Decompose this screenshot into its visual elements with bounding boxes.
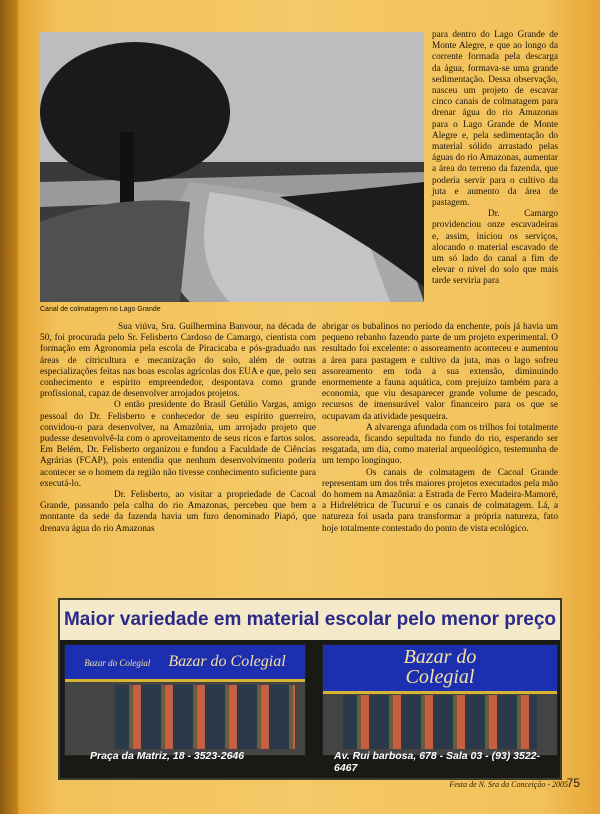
right-column-bottom — [322, 322, 558, 535]
store-sign-2 — [323, 645, 557, 694]
page-spine — [0, 0, 18, 814]
store-window — [115, 685, 295, 749]
store-sign-text: Bazar do Colegial — [168, 653, 286, 670]
paragraph: para dentro do Lago Grande de Monte Alegre, e que ao longo da corrente formada pela descarga da água, formava-se uma grande sedimentação. Dessa observação, nasceu um projeto de escavar cinco canais de colmatagem para drenar água do rio Amazonas para o Lago Grande de Monte Alegre e, pela sedimentação do material sólido arrastado pelas águas do rio Amazonas, aumentar a área do terreno da fazenda, que poderia servir para o cultivo da juta e aumento da área de pastagem. — [432, 30, 558, 209]
paragraph: A alvarenga afundada com os trilhos foi totalmente assoreada, ficando sepultada no fundo do rio, esperando ser resgatada, um dia, como material arqueológico, testemunha de um tempo longínquo. — [322, 422, 558, 467]
store-sign-line-1: Bazar do — [403, 646, 477, 668]
address-1: Praça da Matriz, 18 - 3523-2646 — [90, 750, 245, 762]
paragraph: Os canais de colmatagem de Cacoal Grande representam um dos três maiores projetos executados pela mão do homem na Amazônia: a Estrada de Ferro Madeira-Mamoré, a Hidrelétrica de Tucuruí e os canais de colmatagem. Lá, a natureza foi usada para transformar a própria natureza, fato hoje totalmente contestado do ponto de vista ecológico. — [322, 467, 558, 534]
address-2: Av. Rui barbosa, 678 - Sala 03 - (93) 3522-6467 — [334, 750, 541, 774]
left-column — [40, 322, 316, 535]
storefront-photo-2 — [322, 644, 558, 756]
page-number: 75 — [566, 776, 580, 790]
photo-caption: Canal de colmatagem no Lago Grande — [40, 306, 161, 313]
canal-photo — [40, 32, 424, 302]
advertisement — [58, 598, 562, 780]
paragraph: Dr. Camargo providenciou onze escavadeiras e, assim, iniciou os serviços, alocando o material escavado de um só lado do canal a fim de elevar o nível do solo que mais tarde serviria para — [432, 209, 558, 287]
paragraph: Sua viúva, Sra. Guilhermina Banvour, na década de 50, foi procurada pelo Sr. Felisberto Cardoso de Camargo, cientista com formação em Agronomia pela escola de Piracicaba e pós-graduado nas áreas de citricultura e mecanização do solo, além de outras especializações feitas nas boas escolas agrícolas dos EUA e que, pelo seu conhecimento e espírito empreendedor, despontava como grande profissional, capaz de desenvolver arrojados projetos. — [40, 322, 316, 400]
store-sign-small-text: Bazar do Colegial — [84, 658, 151, 668]
page-footer: Festa de N. Sra da Conceição - 2005 — [449, 780, 568, 789]
storefront-photo-1 — [64, 644, 306, 756]
paragraph: O então presidente do Brasil Getúlio Vargas, amigo pessoal do Dr. Felisberto e conhecedor de seu espírito guerreiro, convidou-o para desenvolver, na Amazônia, um arrojado projeto que pudesse desenvolvê-la com o aproveitamento de seus ricos e fartos solos. Em Belém, Dr. Felisberto organizou e fundou a Faculdade de Ciências Agrárias (FCAP), pois entendia que nenhum desenvolvimento poderia acontecer se o homem da região não tivesse conhecimento suficiente para executá-lo. — [40, 400, 316, 489]
store-sign-1 — [65, 645, 305, 682]
ad-headline: Maior variedade em material escolar pelo menor preço — [60, 600, 560, 640]
right-column-top — [432, 30, 558, 288]
paragraph: Dr. Felisberto, ao visitar a propriedade de Cacoal Grande, passando pela calha do rio Amazonas, percebeu que bem a montante da sede da fazenda havia um furo denominado Piapó, que drenava água do rio Amazonas — [40, 490, 316, 534]
store-window — [343, 695, 537, 749]
paragraph: abrigar os bubalinos no período da enchente, pois já havia um pequeno rebanho fazendo parte de um projeto experimental. O resultado foi excelente: o assoreamento aconteceu e aumentou a área para pastagem e cultivo da juta, mas o lago sofreu assoreamento em toda a sua extensão, diminuindo enormemente a fauna aquática, com prejuízo também para a economia, que viu desaparecer grande volume de pescado, recursos de imensurável valor financeiro para os que se ocupavam da atividade pesqueira. — [322, 322, 558, 422]
store-sign-line-2: Colegial — [405, 666, 475, 688]
